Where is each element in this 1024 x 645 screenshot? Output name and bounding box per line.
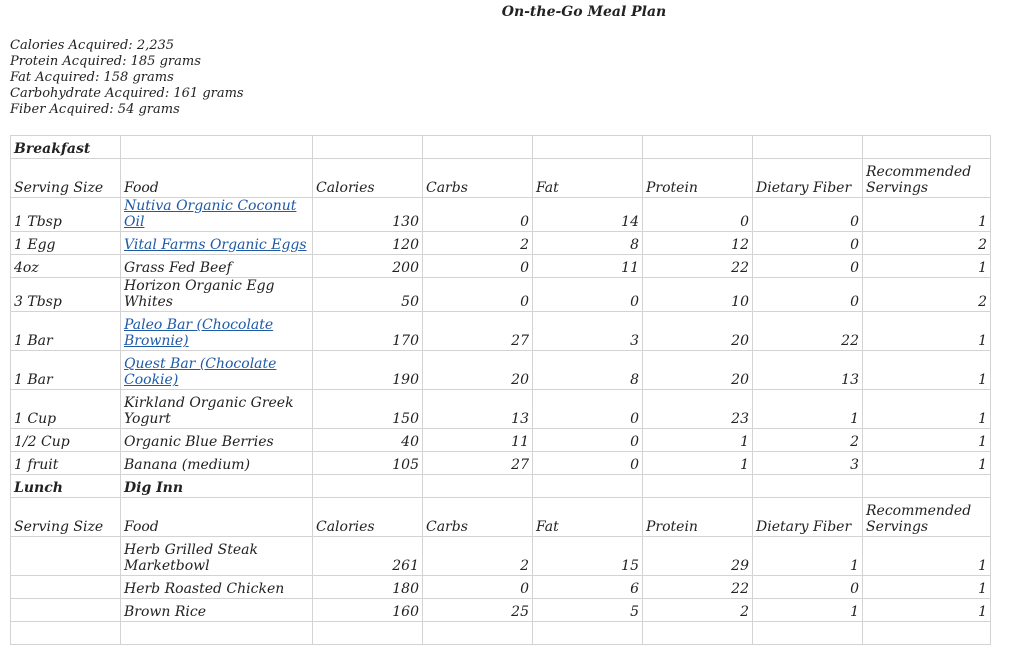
carbs-cell: 27: [423, 312, 533, 351]
food-link[interactable]: Quest Bar (Chocolate Cookie): [124, 356, 277, 388]
column-header: Protein: [643, 498, 753, 537]
nutrition-summary: [10, 38, 244, 118]
summary-carbohydrate: Carbohydrate Acquired: 161 grams: [10, 86, 244, 101]
protein-cell: 1: [643, 452, 753, 475]
food-cell: Horizon Organic Egg Whites: [121, 278, 313, 312]
fat-cell: 14: [533, 198, 643, 232]
protein-cell: 1: [643, 429, 753, 452]
food-cell: [121, 312, 313, 351]
dietary-fiber-cell: 0: [753, 255, 863, 278]
column-header: Dietary Fiber: [753, 159, 863, 198]
table-row: [11, 255, 991, 278]
calories-cell: 200: [313, 255, 423, 278]
empty-cell: [643, 136, 753, 159]
section-title: Breakfast: [11, 136, 121, 159]
dietary-fiber-cell: 0: [753, 278, 863, 312]
food-cell: Herb Grilled Steak Marketbowl: [121, 537, 313, 576]
page-title: On-the-Go Meal Plan: [501, 4, 667, 20]
column-header: Food: [121, 159, 313, 198]
recommended-servings-cell: 1: [863, 312, 991, 351]
calories-cell: 50: [313, 278, 423, 312]
empty-cell: [643, 475, 753, 498]
section-title-row: [11, 136, 991, 159]
column-header: Recommended Servings: [863, 159, 991, 198]
dietary-fiber-cell: [753, 622, 863, 645]
column-header: Fat: [533, 159, 643, 198]
carbs-cell: 0: [423, 255, 533, 278]
fat-cell: [533, 622, 643, 645]
column-header: Calories: [313, 159, 423, 198]
protein-cell: 20: [643, 312, 753, 351]
carbs-cell: 11: [423, 429, 533, 452]
fat-cell: 0: [533, 278, 643, 312]
dietary-fiber-cell: 0: [753, 198, 863, 232]
summary-calories: Calories Acquired: 2,235: [10, 38, 175, 53]
fat-cell: 5: [533, 599, 643, 622]
serving-size-cell: 3 Tbsp: [11, 278, 121, 312]
protein-cell: 12: [643, 232, 753, 255]
food-link[interactable]: Paleo Bar (Chocolate Brownie): [124, 317, 274, 349]
serving-size-cell: 1 Bar: [11, 312, 121, 351]
empty-cell: [863, 475, 991, 498]
empty-cell: [533, 136, 643, 159]
empty-cell: [753, 136, 863, 159]
dietary-fiber-cell: 2: [753, 429, 863, 452]
food-cell: Banana (medium): [121, 452, 313, 475]
calories-cell: 160: [313, 599, 423, 622]
carbs-cell: 2: [423, 232, 533, 255]
section-subtitle: [121, 136, 313, 159]
empty-cell: [423, 136, 533, 159]
carbs-cell: 0: [423, 278, 533, 312]
recommended-servings-cell: 2: [863, 278, 991, 312]
column-header-row: [11, 159, 991, 198]
protein-cell: 22: [643, 255, 753, 278]
calories-cell: 261: [313, 537, 423, 576]
dietary-fiber-cell: 1: [753, 537, 863, 576]
recommended-servings-cell: 1: [863, 255, 991, 278]
fat-cell: 8: [533, 232, 643, 255]
food-cell: [121, 198, 313, 232]
table-row: [11, 312, 991, 351]
food-cell: Brown Rice: [121, 599, 313, 622]
food-link[interactable]: Vital Farms Organic Eggs: [124, 237, 307, 253]
empty-cell: [423, 475, 533, 498]
table-row: [11, 232, 991, 255]
calories-cell: 130: [313, 198, 423, 232]
fat-cell: 0: [533, 429, 643, 452]
column-header: Calories: [313, 498, 423, 537]
recommended-servings-cell: 2: [863, 232, 991, 255]
fat-cell: 8: [533, 351, 643, 390]
empty-cell: [863, 136, 991, 159]
recommended-servings-cell: 1: [863, 351, 991, 390]
carbs-cell: 13: [423, 390, 533, 429]
fat-cell: 11: [533, 255, 643, 278]
empty-cell: [753, 475, 863, 498]
serving-size-cell: [11, 576, 121, 599]
serving-size-cell: 1/2 Cup: [11, 429, 121, 452]
calories-cell: 150: [313, 390, 423, 429]
recommended-servings-cell: 1: [863, 576, 991, 599]
serving-size-cell: 4oz: [11, 255, 121, 278]
dietary-fiber-cell: 0: [753, 232, 863, 255]
table-row: [11, 452, 991, 475]
recommended-servings-cell: 1: [863, 198, 991, 232]
carbs-cell: 25: [423, 599, 533, 622]
table-row: [11, 537, 991, 576]
dietary-fiber-cell: 1: [753, 599, 863, 622]
calories-cell: 170: [313, 312, 423, 351]
column-header: Fat: [533, 498, 643, 537]
calories-cell: 120: [313, 232, 423, 255]
meal-plan-table: [10, 135, 991, 645]
calories-cell: [313, 622, 423, 645]
column-header: Serving Size: [11, 498, 121, 537]
summary-fat: Fat Acquired: 158 grams: [10, 70, 174, 85]
dietary-fiber-cell: 1: [753, 390, 863, 429]
column-header: Serving Size: [11, 159, 121, 198]
serving-size-cell: [11, 537, 121, 576]
table-row: [11, 278, 991, 312]
food-cell: Kirkland Organic Greek Yogurt: [121, 390, 313, 429]
fat-cell: 0: [533, 452, 643, 475]
table-row: [11, 351, 991, 390]
fat-cell: 3: [533, 312, 643, 351]
recommended-servings-cell: [863, 622, 991, 645]
carbs-cell: 2: [423, 537, 533, 576]
fat-cell: 0: [533, 390, 643, 429]
section-subtitle: Dig Inn: [121, 475, 313, 498]
table-row: [11, 198, 991, 232]
column-header-row: [11, 498, 991, 537]
serving-size-cell: 1 Tbsp: [11, 198, 121, 232]
fat-cell: 15: [533, 537, 643, 576]
protein-cell: 10: [643, 278, 753, 312]
protein-cell: 22: [643, 576, 753, 599]
recommended-servings-cell: 1: [863, 599, 991, 622]
fat-cell: 6: [533, 576, 643, 599]
table-row: [11, 390, 991, 429]
protein-cell: 0: [643, 198, 753, 232]
column-header: Recommended Servings: [863, 498, 991, 537]
recommended-servings-cell: 1: [863, 452, 991, 475]
recommended-servings-cell: 1: [863, 429, 991, 452]
food-cell: Grass Fed Beef: [121, 255, 313, 278]
section-title-row: [11, 475, 991, 498]
table-row: [11, 429, 991, 452]
carbs-cell: 0: [423, 576, 533, 599]
column-header: Carbs: [423, 159, 533, 198]
serving-size-cell: 1 fruit: [11, 452, 121, 475]
protein-cell: 2: [643, 599, 753, 622]
serving-size-cell: [11, 622, 121, 645]
carbs-cell: 27: [423, 452, 533, 475]
calories-cell: 180: [313, 576, 423, 599]
empty-cell: [313, 475, 423, 498]
serving-size-cell: [11, 599, 121, 622]
column-header: Protein: [643, 159, 753, 198]
protein-cell: 29: [643, 537, 753, 576]
dietary-fiber-cell: 22: [753, 312, 863, 351]
section-title: Lunch: [11, 475, 121, 498]
protein-cell: [643, 622, 753, 645]
food-link[interactable]: Nutiva Organic Coconut Oil: [124, 198, 297, 230]
empty-cell: [533, 475, 643, 498]
protein-cell: 20: [643, 351, 753, 390]
calories-cell: 40: [313, 429, 423, 452]
food-cell: Herb Roasted Chicken: [121, 576, 313, 599]
food-cell: Organic Blue Berries: [121, 429, 313, 452]
summary-fiber: Fiber Acquired: 54 grams: [10, 102, 180, 117]
table-row: [11, 622, 991, 645]
column-header: Dietary Fiber: [753, 498, 863, 537]
empty-cell: [313, 136, 423, 159]
dietary-fiber-cell: 13: [753, 351, 863, 390]
carbs-cell: 0: [423, 198, 533, 232]
serving-size-cell: 1 Cup: [11, 390, 121, 429]
serving-size-cell: 1 Egg: [11, 232, 121, 255]
protein-cell: 23: [643, 390, 753, 429]
recommended-servings-cell: 1: [863, 537, 991, 576]
food-cell: [121, 232, 313, 255]
carbs-cell: 20: [423, 351, 533, 390]
food-cell: [121, 351, 313, 390]
food-cell: [121, 622, 313, 645]
carbs-cell: [423, 622, 533, 645]
table-row: [11, 576, 991, 599]
dietary-fiber-cell: 3: [753, 452, 863, 475]
serving-size-cell: 1 Bar: [11, 351, 121, 390]
column-header: Food: [121, 498, 313, 537]
column-header: Carbs: [423, 498, 533, 537]
dietary-fiber-cell: 0: [753, 576, 863, 599]
calories-cell: 190: [313, 351, 423, 390]
table-row: [11, 599, 991, 622]
calories-cell: 105: [313, 452, 423, 475]
recommended-servings-cell: 1: [863, 390, 991, 429]
summary-protein: Protein Acquired: 185 grams: [10, 54, 201, 69]
